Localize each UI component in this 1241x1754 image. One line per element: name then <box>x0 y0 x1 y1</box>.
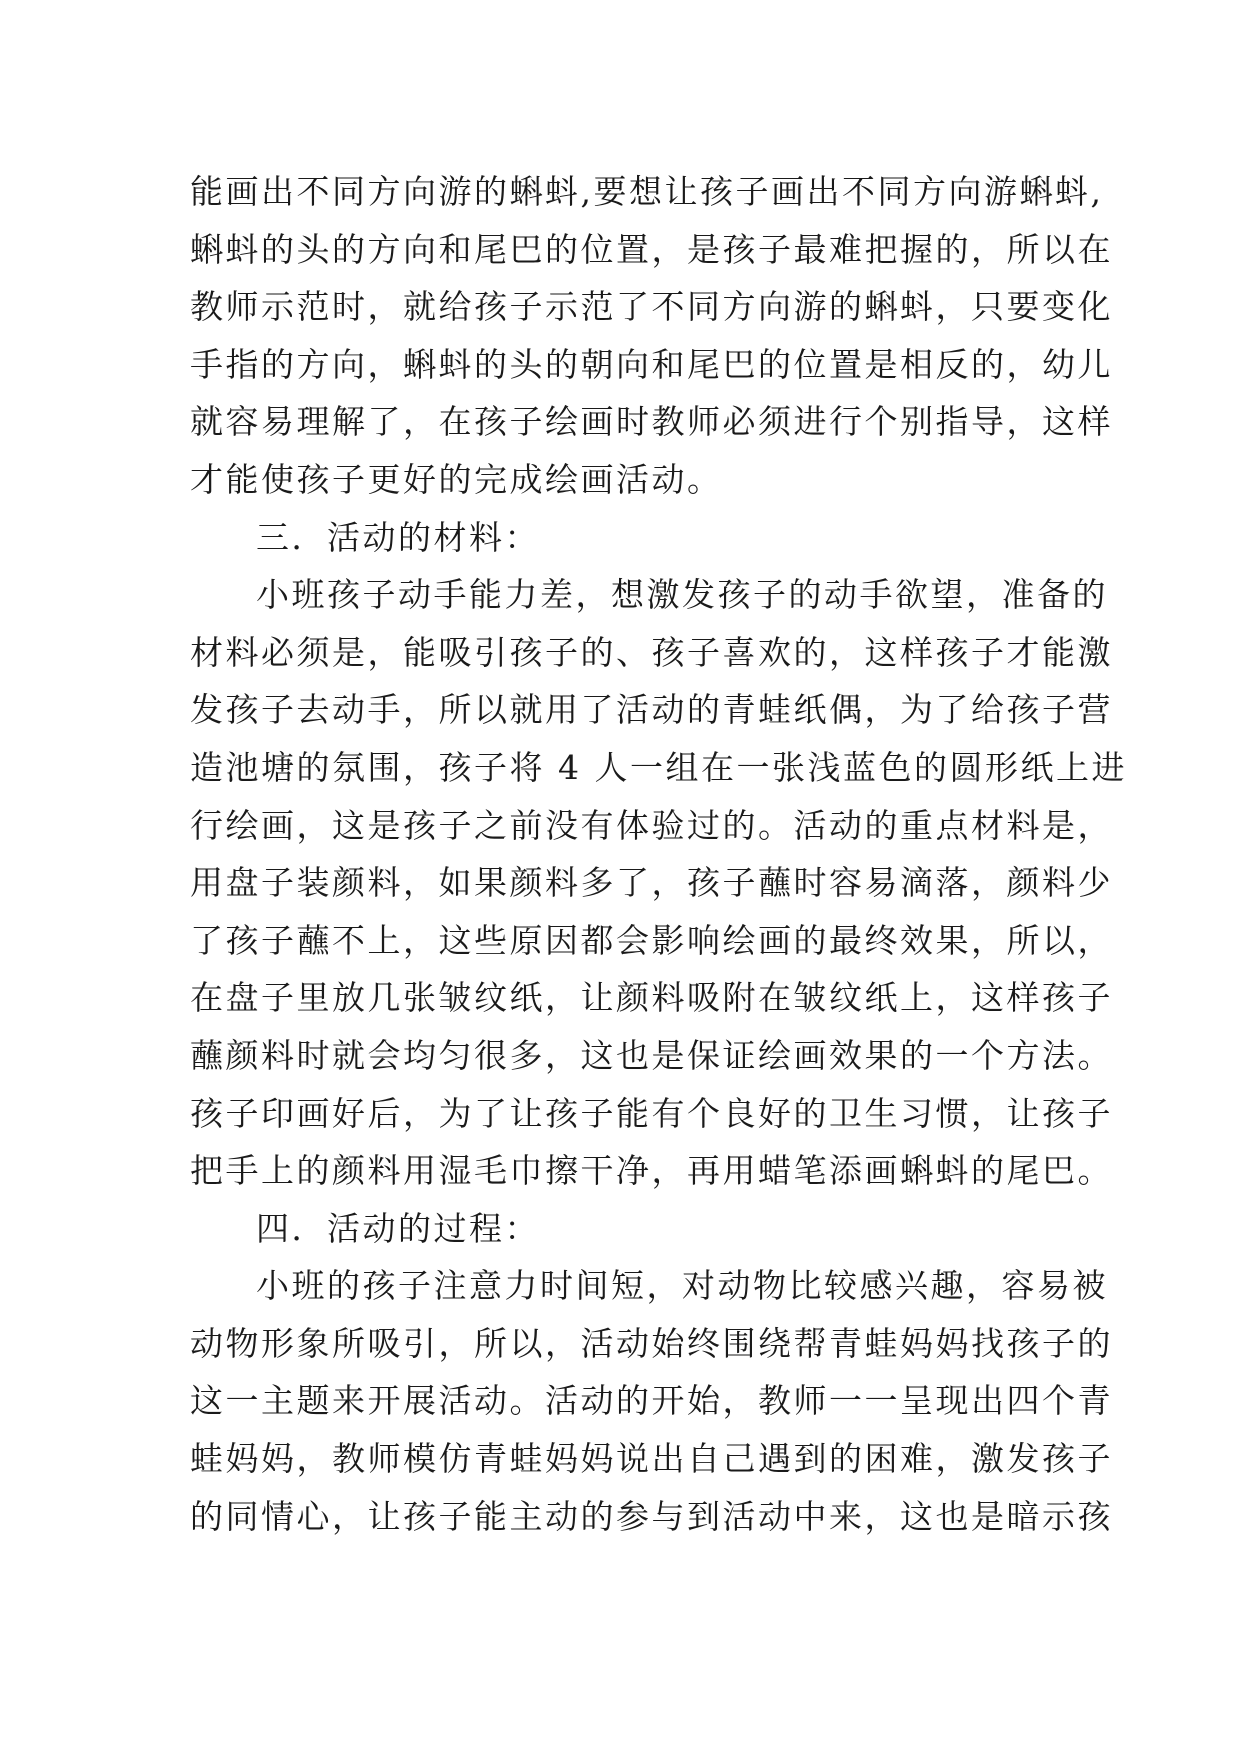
text-line: 发孩子去动手，所以就用了活动的青蛙纸偶，为了给孩子营 <box>190 690 1113 730</box>
text-line: 材料必须是，能吸引孩子的、孩子喜欢的，这样孩子才能激 <box>190 632 1113 672</box>
text-line: 就容易理解了，在孩子绘画时教师必须进行个别指导，这样 <box>190 402 1113 442</box>
text-line: 造池塘的氛围，孩子将 4 人一组在一张浅蓝色的圆形纸上进 <box>190 747 1127 787</box>
text-line: 这一主题来开展活动。活动的开始，教师一一呈现出四个青 <box>190 1381 1113 1421</box>
document-body <box>190 163 1127 1545</box>
text-line: 的同情心，让孩子能主动的参与到活动中来，这也是暗示孩 <box>190 1496 1113 1536</box>
text-line: 把手上的颜料用湿毛巾擦干净，再用蜡笔添画蝌蚪的尾巴。 <box>190 1151 1113 1191</box>
text-line: 小班孩子动手能力差，想激发孩子的动手欲望，准备的 <box>256 575 1108 615</box>
text-line: 用盘子装颜料，如果颜料多了，孩子蘸时容易滴落，颜料少 <box>190 863 1113 903</box>
text-line: 教师示范时，就给孩子示范了不同方向游的蝌蚪，只要变化 <box>190 287 1113 327</box>
text-line: 在盘子里放几张皱纹纸，让颜料吸附在皱纹纸上，这样孩子 <box>190 978 1113 1018</box>
text-line: 行绘画，这是孩子之前没有体验过的。活动的重点材料是， <box>190 805 1113 845</box>
text-line: 才能使孩子更好的完成绘画活动。 <box>190 459 723 499</box>
text-line: 手指的方向，蝌蚪的头的朝向和尾巴的位置是相反的，幼儿 <box>190 344 1113 384</box>
text-line: 了孩子蘸不上，这些原因都会影响绘画的最终效果，所以， <box>190 920 1113 960</box>
text-line: 蝌蚪的头的方向和尾巴的位置，是孩子最难把握的，所以在 <box>190 229 1113 269</box>
text-line: 动物形象所吸引，所以，活动始终围绕帮青蛙妈妈找孩子的 <box>190 1323 1113 1363</box>
text-line: 四．活动的过程： <box>256 1208 540 1248</box>
text-line: 三．活动的材料： <box>256 517 540 557</box>
text-line: 孩子印画好后，为了让孩子能有个良好的卫生习惯，让孩子 <box>190 1093 1113 1133</box>
text-line: 能画出不同方向游的蝌蚪,要想让孩子画出不同方向游蝌蚪, <box>190 172 1104 211</box>
text-line: 蘸颜料时就会均匀很多，这也是保证绘画效果的一个方法。 <box>190 1035 1113 1075</box>
text-line: 蛙妈妈，教师模仿青蛙妈妈说出自己遇到的困难，激发孩子 <box>190 1439 1113 1479</box>
text-line: 小班的孩子注意力时间短，对动物比较感兴趣，容易被 <box>256 1266 1108 1306</box>
